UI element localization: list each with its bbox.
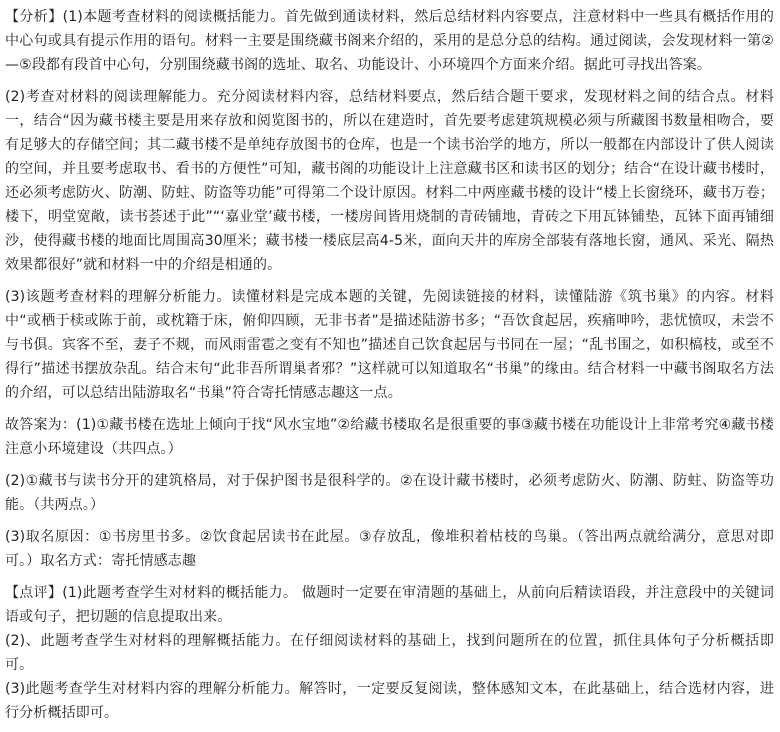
comment-part-2: (2)、此题考查学生对材料的理解概括能力。在仔细阅读材料的基础上，找到问题所在的位置，抓住具体句子分析概括即可。 xyxy=(5,633,774,673)
answer-part-1: 故答案为：(1)①藏书楼在选址上倾向于找“风水宝地”②给藏书楼取名是很重要的事③藏书楼在功能设计上非常考究④藏书楼注意小环境建设（共四点。） xyxy=(5,417,774,457)
comment-part-3: (3)此题考查学生对材料内容的理解分析能力。解答时，一定要反复阅读，整体感知文本，在此基础上，结合选材内容，进行分析概括即可。 xyxy=(5,681,774,721)
analysis-part-2: (2)考查对材料的阅读理解能力。充分阅读材料内容，总结材料要点，然后结合题干要求，发现材料之间的结合点。材料一，结合“因为藏书楼主要是用来存放和阅览图书的，所以在建造时，首先要考虑建筑规模必须与所藏图书数量相吻合，要有足够大的存储空间；其二藏书楼不是单纯存放图书的仓库，也是一个读书治学的地方，所以一般都在内部设计了供人阅读的空间，并且要考虑取书、看书的方便性”可知，藏书阁的功能设计上注意藏书区和读书区的划分；结合“在设计藏书楼时，还必须考虑防火、防潮、防蛀、防盗等功能”可得第二个设计原因。材料二中两座藏书楼的设计“楼上长窗绕环，藏书万卷；楼下，明堂宽敞，读书荟述于此”“‘嘉业堂’藏书楼，一楼房间皆用烧制的青砖铺地，青砖之下用瓦钵铺垫，瓦钵下面再铺细沙，使得藏书楼的地面比周围高30厘米；藏书楼一楼底层高4-5米，面向天井的库房全部装有落地长窗，通风、采光、隔热效果都很好”就和材料一中的介绍是相通的。 xyxy=(5,89,774,273)
answer-part-2: (2)①藏书与读书分开的建筑格局，对于保护图书是很科学的。②在设计藏书楼时，必须考虑防火、防潮、防蛀、防盗等功能。（共两点。） xyxy=(5,473,774,513)
comment-part-1: 【点评】(1)此题考查学生对材料的概括能力。 做题时一定要在审清题的基础上，从前向后精读语段，并注意段中的关键词语或句子，把切题的信息提取出来。 xyxy=(5,585,774,625)
analysis-part-3: (3)该题考查材料的理解分析能力。读懂材料是完成本题的关键，先阅读链接的材料，读懂陆游《筑书巢》的内容。材料中“或栖于椟或陈于前，或枕籍于床，俯仰四顾，无非书者”是描述陆游书多；“吾饮食起居，疾痛呻吟，悲忧愤叹，未尝不与书俱。宾客不至，妻子不觌，而风雨雷雹之变有不知也”描述自己饮食起居与书同在一屋；“乱书围之，如积槁枝，或至不得行”描述书摆放杂乱。结合末句“此非吾所谓巢者邪？”这样就可以知道取名“书巢”的缘由。结合材料一中藏书阁取名方法的介绍，可以总结出陆游取名“书巢”符合寄托情感志趣这一点。 xyxy=(5,289,774,401)
answer-part-3: (3)取名原因：①书房里书多。②饮食起居读书在此屋。③存放乱，像堆积着枯枝的鸟巢。（答出两点就给满分，意思对即可。）取名方式：寄托情感志趣 xyxy=(5,529,774,569)
analysis-part-1: 【分析】(1)本题考查材料的阅读概括能力。首先做到通读材料，然后总结材料内容要点，注意材料中一些具有概括作用的中心句或具有提示作用的语句。材料一主要是围绕藏书阁来介绍的，采用的是总分总的结构。通过阅读，会发现材料一第②—⑤段都有段首中心句，分别围绕藏书阁的选址、取名、功能设计、小环境四个方面来介绍。据此可寻找出答案。 xyxy=(5,9,774,73)
